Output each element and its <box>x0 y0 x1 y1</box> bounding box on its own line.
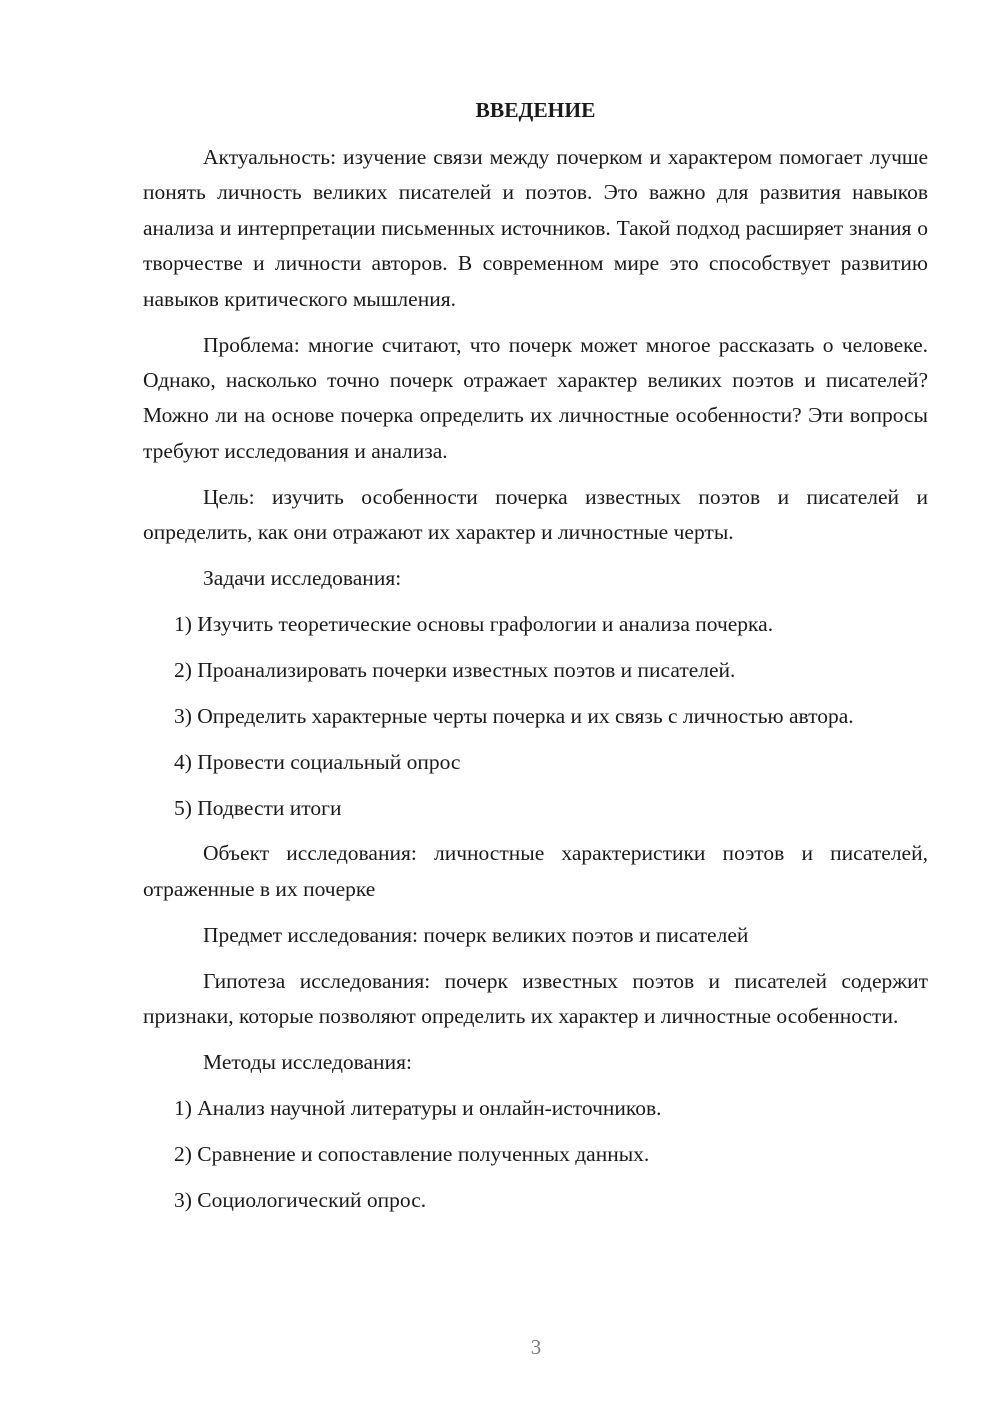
tasks-heading: Задачи исследования: <box>203 565 402 590</box>
method-item-3: 3) Социологический опрос. <box>174 1187 427 1212</box>
page-number: 3 <box>530 1335 542 1359</box>
method-item-2: 2) Сравнение и сопоставление полученных данных. <box>174 1141 650 1166</box>
hypothesis-paragraph: Гипотеза исследования: почерк известных поэтов и писателей содержит признаки, которые позволяют определить их характер и личностные особенности. <box>143 968 928 1029</box>
task-item-5: 5) Подвести итоги <box>174 795 342 820</box>
subject-paragraph: Предмет исследования: почерк великих поэтов и писателей <box>203 922 749 947</box>
problem-paragraph: Проблема: многие считают, что почерк может многое рассказать о человеке. Однако, насколько точно почерк отражает характер великих поэтов и писателей? Можно ли на основе почерка определить их личностные особенности? Эти вопросы требуют исследования и анализа. <box>143 332 928 463</box>
method-item-1: 1) Анализ научной литературы и онлайн-источников. <box>174 1095 662 1120</box>
task-item-4: 4) Провести социальный опрос <box>174 749 461 774</box>
goal-paragraph: Цель: изучить особенности почерка известных поэтов и писателей и определить, как они отражают их характер и личностные черты. <box>143 484 928 545</box>
task-item-2: 2) Проанализировать почерки известных поэтов и писателей. <box>174 657 736 682</box>
methods-heading: Методы исследования: <box>203 1049 412 1074</box>
document-page <box>143 93 928 1229</box>
object-paragraph: Объект исследования: личностные характеристики поэтов и писателей, отраженные в их почерке <box>143 841 928 901</box>
relevance-paragraph: Актуальность: изучение связи между почерком и характером помогает лучше понять личность великих писателей и поэтов. Это важно для развития навыков анализа и интерпретации письменных источников. Такой подход расширяет знания о творчестве и личности авторов. В современном мире это способствует развитию навыков критического мышления. <box>143 145 928 311</box>
task-item-1: 1) Изучить теоретические основы графологии и анализа почерка. <box>174 611 774 636</box>
task-item-3: 3) Определить характерные черты почерка и их связь с личностью автора. <box>174 703 854 728</box>
page-title: ВВЕДЕНИЕ <box>475 98 596 122</box>
